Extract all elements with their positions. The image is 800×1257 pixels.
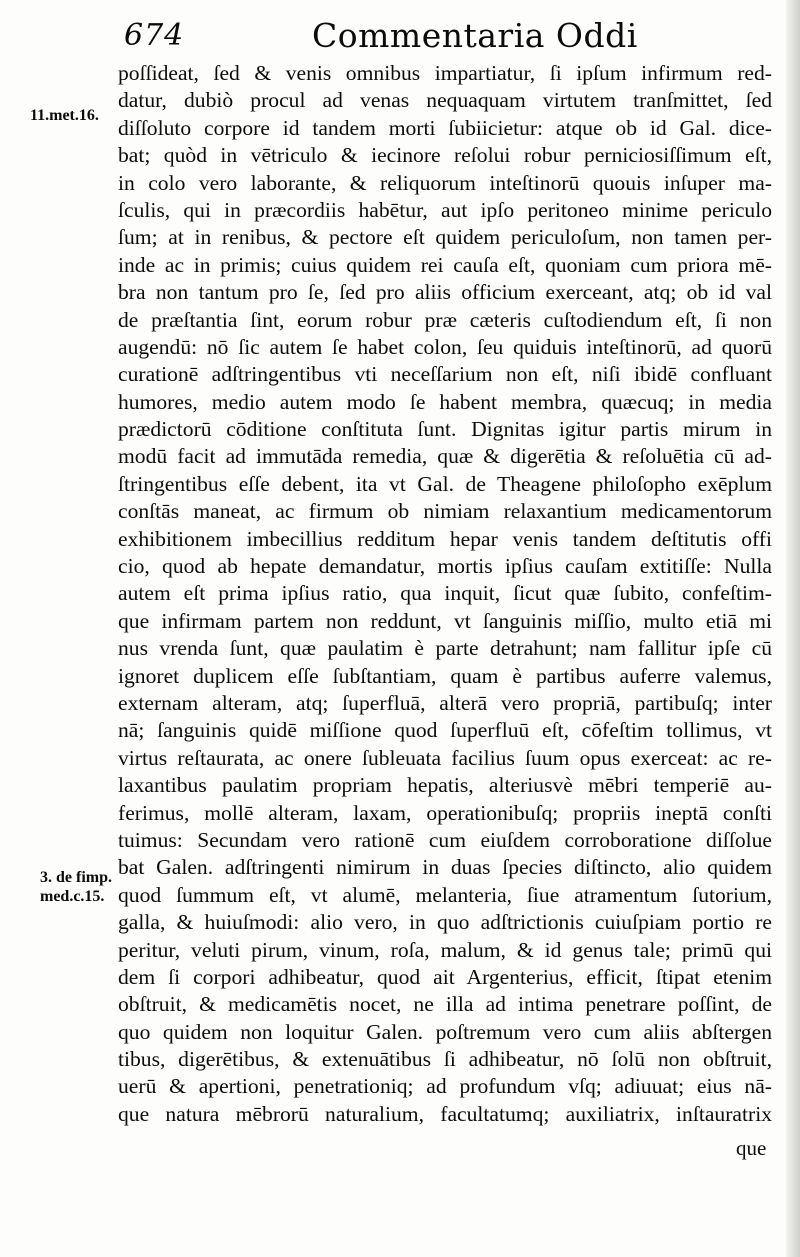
text-line: nus vrenda ſunt, quæ paulatim è parte detrahunt; nam fallitur ipſe cū: [118, 636, 772, 661]
text-line: autem eſt prima ipſius ratio, qua inquit, ſicut quæ ſubito, confeſtim-: [118, 581, 772, 606]
text-line: de præſtantia ſint, eorum robur præ cæteris cuſtodiendum eſt, ſi non: [118, 307, 772, 332]
text-line: modū facit ad immutāda remedia, quæ & digerētia & reſoluētia cū ad-: [118, 444, 772, 469]
text-line: ſum; at in renibus, & pectore eſt quidem periculoſum, non tamen per-: [118, 225, 772, 250]
page-edge-shadow: [786, 0, 800, 1257]
text-line: externam alteram, atq; ſuperfluā, alterā vero propriā, partibuſq; inter: [118, 690, 772, 715]
text-line: datur, dubiò procul ad venas nequaquam virtutem tranſmittet, ſed: [118, 88, 772, 113]
text-line: ferimus, mollē alteram, laxam, operationibuſq; propriis ineptā conſti: [118, 800, 772, 825]
text-line: inde ac in primis; cuius quidem rei cauſa eſt, quoniam cum priora mē-: [118, 252, 772, 277]
text-line: peritur, veluti pirum, vinum, roſa, malum, & id genus tale; primū qui: [118, 937, 772, 962]
text-line: diſſoluto corpore id tandem morti ſubiicietur: atque ob id Gal. dice-: [118, 115, 772, 140]
text-line: tuimus: Secundam vero rationē cum eiuſdem corroboratione diſſolue: [118, 827, 772, 852]
text-line: tibus, digerētibus, & extenuātibus ſi adhibeatur, nō ſolū non obſtruit,: [118, 1047, 772, 1072]
text-line: poſſideat, ſed & venis omnibus impartiatur, ſi ipſum infirmum red-: [118, 61, 772, 85]
body-text-block: [118, 60, 772, 1128]
text-line: obſtruit, & medicamētis nocet, ne illa ad intima penetrare poſſint, de: [118, 992, 772, 1017]
catchword: que: [736, 1136, 767, 1160]
text-line: que infirmam partem non reddunt, vt ſanguinis miſſio, multo etiā mi: [118, 608, 772, 633]
text-line: uerū & apertioni, penetrationiq; ad profundum vſq; adiuuat; eius nā-: [118, 1074, 772, 1099]
text-line: conſtās maneat, ac firmum ob nimiam relaxantium medicamentorum: [118, 499, 772, 524]
page-number: 674: [124, 18, 185, 53]
text-line: humores, medio autem modo ſe habent membra, quæcuq; in media: [118, 389, 772, 414]
text-line: galla, & huiuſmodi: alio vero, in quo adſtrictionis cuiuſpiam portio re: [118, 910, 772, 935]
text-line: curationē adſtringentibus vti neceſſarium non eſt, niſi ibidē confluant: [118, 362, 772, 387]
margin-note-1: 11.met.16.: [30, 107, 99, 124]
text-line: bra non tantum pro ſe, ſed pro aliis officium exerceant, atq; ob id val: [118, 280, 772, 305]
text-line: bat; quòd in vētriculo & iecinore reſolui robur perniciosiſſimum eſt,: [118, 143, 772, 168]
page-header: [118, 14, 718, 60]
text-line: dem ſi corpori adhibeatur, quod ait Argenterius, efficit, ſtipat etenim: [118, 964, 772, 989]
text-line: nā; ſanguinis quidē miſſione quod ſuperfluū eſt, cōfeſtim tollimus, vt: [118, 718, 772, 743]
text-line: prædictorū cōditione conſtituta ſunt. Dignitas igitur partis mirum in: [118, 417, 772, 442]
text-line: ſtringentibus eſſe debent, ita vt Gal. de Theagene philoſopho exēplum: [118, 471, 772, 496]
text-line: virtus reſtaurata, ac onere ſubleuata facilius ſuum opus exerceat: ac re-: [118, 745, 772, 770]
text-line: quo quidem non loquitur Galen. poſtremum vero cum aliis abſtergen: [118, 1019, 772, 1044]
text-line: quod ſummum eſt, vt alumē, melanteria, ſiue atramentum ſutorium,: [118, 882, 772, 907]
margin-note-2-text: 3. de fimp. med.c.15.: [40, 869, 112, 905]
text-line: augendū: nō ſic autem ſe habet colon, ſeu quiduis inteſtinorū, ad quorū: [118, 334, 772, 359]
text-line: ignoret duplicem eſſe ſubſtantiam, quam è partibus auferre valemus,: [118, 663, 772, 688]
text-line: ſculis, qui in præcordiis habētur, aut ipſo peritoneo minime periculo: [118, 197, 772, 222]
text-line: exhibitionem imbecillius redditum hepar venis tandem deſtitutis offi: [118, 526, 772, 551]
margin-note-2: [40, 868, 112, 906]
text-line: que natura mēbrorū naturalium, facultatumq; auxiliatrix, inſtauratrix: [118, 1101, 772, 1126]
text-line: in colo vero laborante, & reliquorum inteſtinorū quouis inſuper ma-: [118, 170, 772, 195]
running-title: Commentaria Oddi: [312, 16, 638, 55]
text-line: cio, quod ab hepate demandatur, mortis ipſius cauſam extitiſſe: Nulla: [118, 554, 772, 579]
text-line: laxantibus paulatim propriam hepatis, alteriusvè mēbri temperiē au-: [118, 773, 772, 798]
text-line: bat Galen. adſtringenti nimirum in duas ſpecies diſtincto, alio quidem: [118, 855, 772, 880]
